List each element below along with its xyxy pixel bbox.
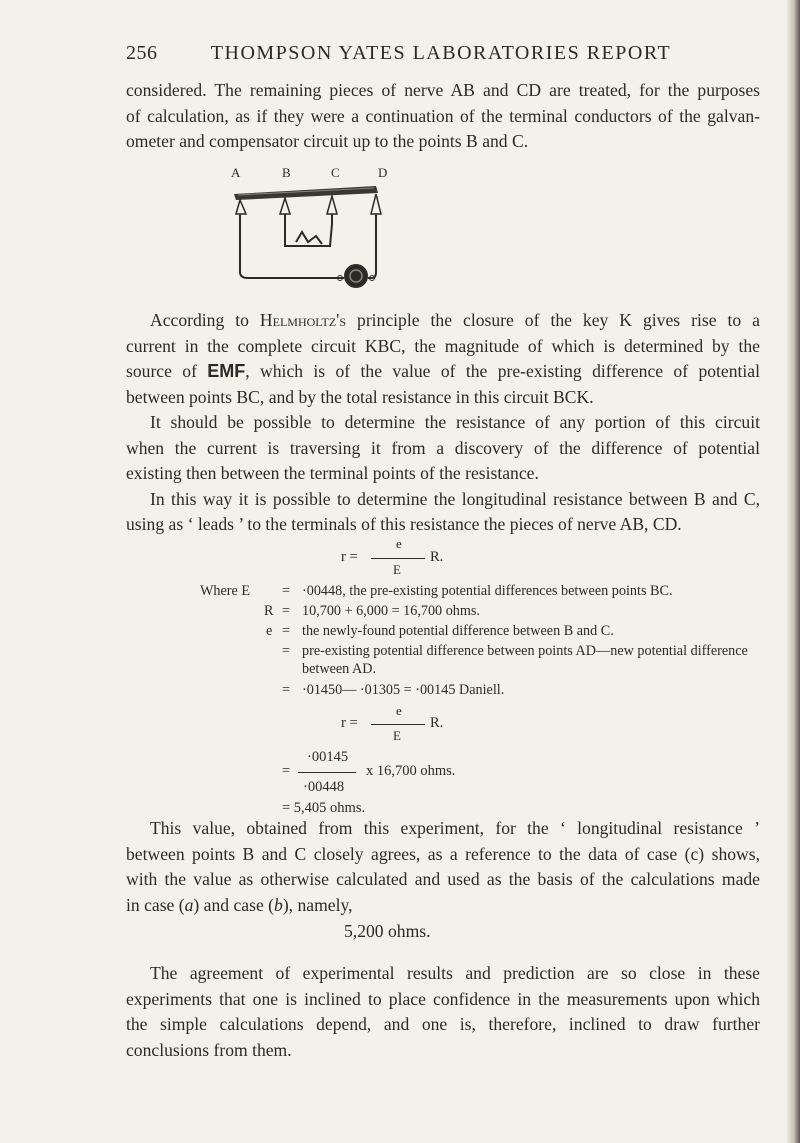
def-e3-text: ·01450— ·01305 = ·00145 Daniell.	[302, 682, 505, 698]
para-5-line-4: in case (a) and case (b), namely,	[126, 894, 353, 915]
para-4-line-1: In this way it is possible to determine the longitudinal resistance between B and C,	[150, 488, 760, 509]
para-1-line-1: considered. The remaining pieces of nerve AB and CD are treated, for the purposes	[126, 80, 760, 100]
formula-2-denominator: E	[393, 728, 401, 743]
para-6-line-1: The agreement of experimental results and prediction are so close in these	[150, 963, 760, 983]
galvanometer-coil-icon	[344, 264, 368, 288]
para-2-line-1: According to Helmholtz's principle the closure of the key K gives rise to a	[150, 310, 760, 330]
page-spine-shadow	[786, 0, 800, 1143]
para-2-line-4: between points BC, and by the total resistance in this circuit BCK.	[126, 386, 594, 407]
calc-denominator: ·00448	[303, 779, 345, 795]
def-e-equals: =	[282, 583, 291, 599]
def-r-equals: =	[282, 603, 291, 619]
formula-1-fraction-bar	[371, 558, 425, 559]
formula-1-lhs: r =	[341, 549, 358, 565]
def-e-label: Where E	[200, 583, 251, 599]
para-5-line-1: This value, obtained from this experiment, for the ‘ longitudinal resistance ’	[150, 818, 760, 838]
calc-result: = 5,405 ohms.	[282, 800, 366, 816]
def-r-label: R	[264, 603, 274, 619]
helmholtz-name: Helmholtz's	[259, 310, 347, 330]
formula-2-fraction-bar	[371, 724, 425, 725]
para-6-line-2: experiments that one is inclined to place confidence in the measurements upon which	[126, 988, 760, 1009]
def-e2-text: pre-existing potential difference between points AD—new potential difference	[302, 643, 748, 659]
figure-label-d: D	[378, 165, 388, 180]
electrode-a	[236, 200, 246, 272]
para-3-line-2: when the current is traversing it from a discovery of the difference of potential	[126, 437, 760, 458]
electrode-d	[371, 194, 381, 272]
formula-1-denominator: E	[393, 562, 401, 577]
para-3-line-3: existing then between the terminal points of the resistance.	[126, 463, 539, 483]
page-number: 256	[126, 42, 158, 64]
figure-label-b: B	[282, 165, 291, 180]
para-1-line-3: ometer and compensator circuit up to the points B and C.	[126, 131, 529, 151]
def-small-e-label: e	[266, 623, 273, 639]
para-6-line-3: the simple calculations depend, and one is, therefore, inclined to draw further	[126, 1014, 760, 1034]
formula-2-numerator: e	[396, 703, 402, 718]
nerve-strip	[234, 186, 378, 200]
formula-2-lhs: r =	[341, 715, 358, 731]
para-2-line-2: current in the complete circuit KBC, the magnitude of which is determined by the	[126, 335, 760, 356]
galvanometer-wire-left	[240, 272, 344, 278]
figure-label-c: C	[331, 165, 340, 180]
para-5-line-2: between points B and C closely agrees, as a reference to the data of case (c) shows,	[126, 843, 760, 864]
def-small-e-equals: =	[282, 623, 291, 639]
figure-label-a: A	[231, 165, 241, 180]
def-e2-continuation: between AD.	[302, 661, 377, 677]
para-5-line-3: with the value as otherwise calculated and used as the basis of the calculations made	[126, 869, 760, 889]
para-2-line-3: source of EMF, which is of the value of the pre-existing difference of potential	[126, 361, 760, 381]
para-6-line-4: conclusions from them.	[126, 1039, 292, 1060]
def-e3-equals: =	[282, 682, 291, 698]
formula-2-rhs: R.	[430, 715, 444, 731]
def-e-text: ·00448, the pre-existing potential differences between points BC.	[302, 583, 673, 599]
key-k-icon	[296, 232, 322, 244]
nerve-circuit-figure	[226, 162, 546, 302]
para-1-line-2: of calculation, as if they were a continuation of the terminal conductors of the galvan-	[126, 105, 760, 126]
electrode-b	[280, 198, 290, 224]
circuit-diagram	[226, 162, 546, 302]
formula-1-rhs: R.	[430, 549, 444, 565]
calc-equals: =	[282, 763, 291, 779]
running-header	[126, 42, 686, 66]
formula-1-numerator: e	[396, 536, 402, 551]
running-title: THOMPSON YATES LABORATORIES REPORT	[210, 42, 672, 64]
def-small-e-text: the newly-found potential difference between B and C.	[302, 623, 614, 639]
result-value: 5,200 ohms.	[344, 921, 431, 941]
calc-numerator: ·00145	[307, 749, 349, 765]
calc-fraction-bar	[298, 772, 356, 773]
def-r-text: 10,700 + 6,000 = 16,700 ohms.	[302, 603, 480, 619]
electrode-c	[327, 196, 337, 224]
calc-multiplier: x 16,700 ohms.	[366, 763, 456, 779]
def-e2-equals: =	[282, 643, 291, 659]
para-3-line-1: It should be possible to determine the resistance of any portion of this circuit	[150, 412, 760, 432]
emf-abbrev: EMF	[207, 361, 246, 381]
para-4-line-2: using as ‘ leads ’ to the terminals of this resistance the pieces of nerve AB, CD.	[126, 514, 682, 534]
